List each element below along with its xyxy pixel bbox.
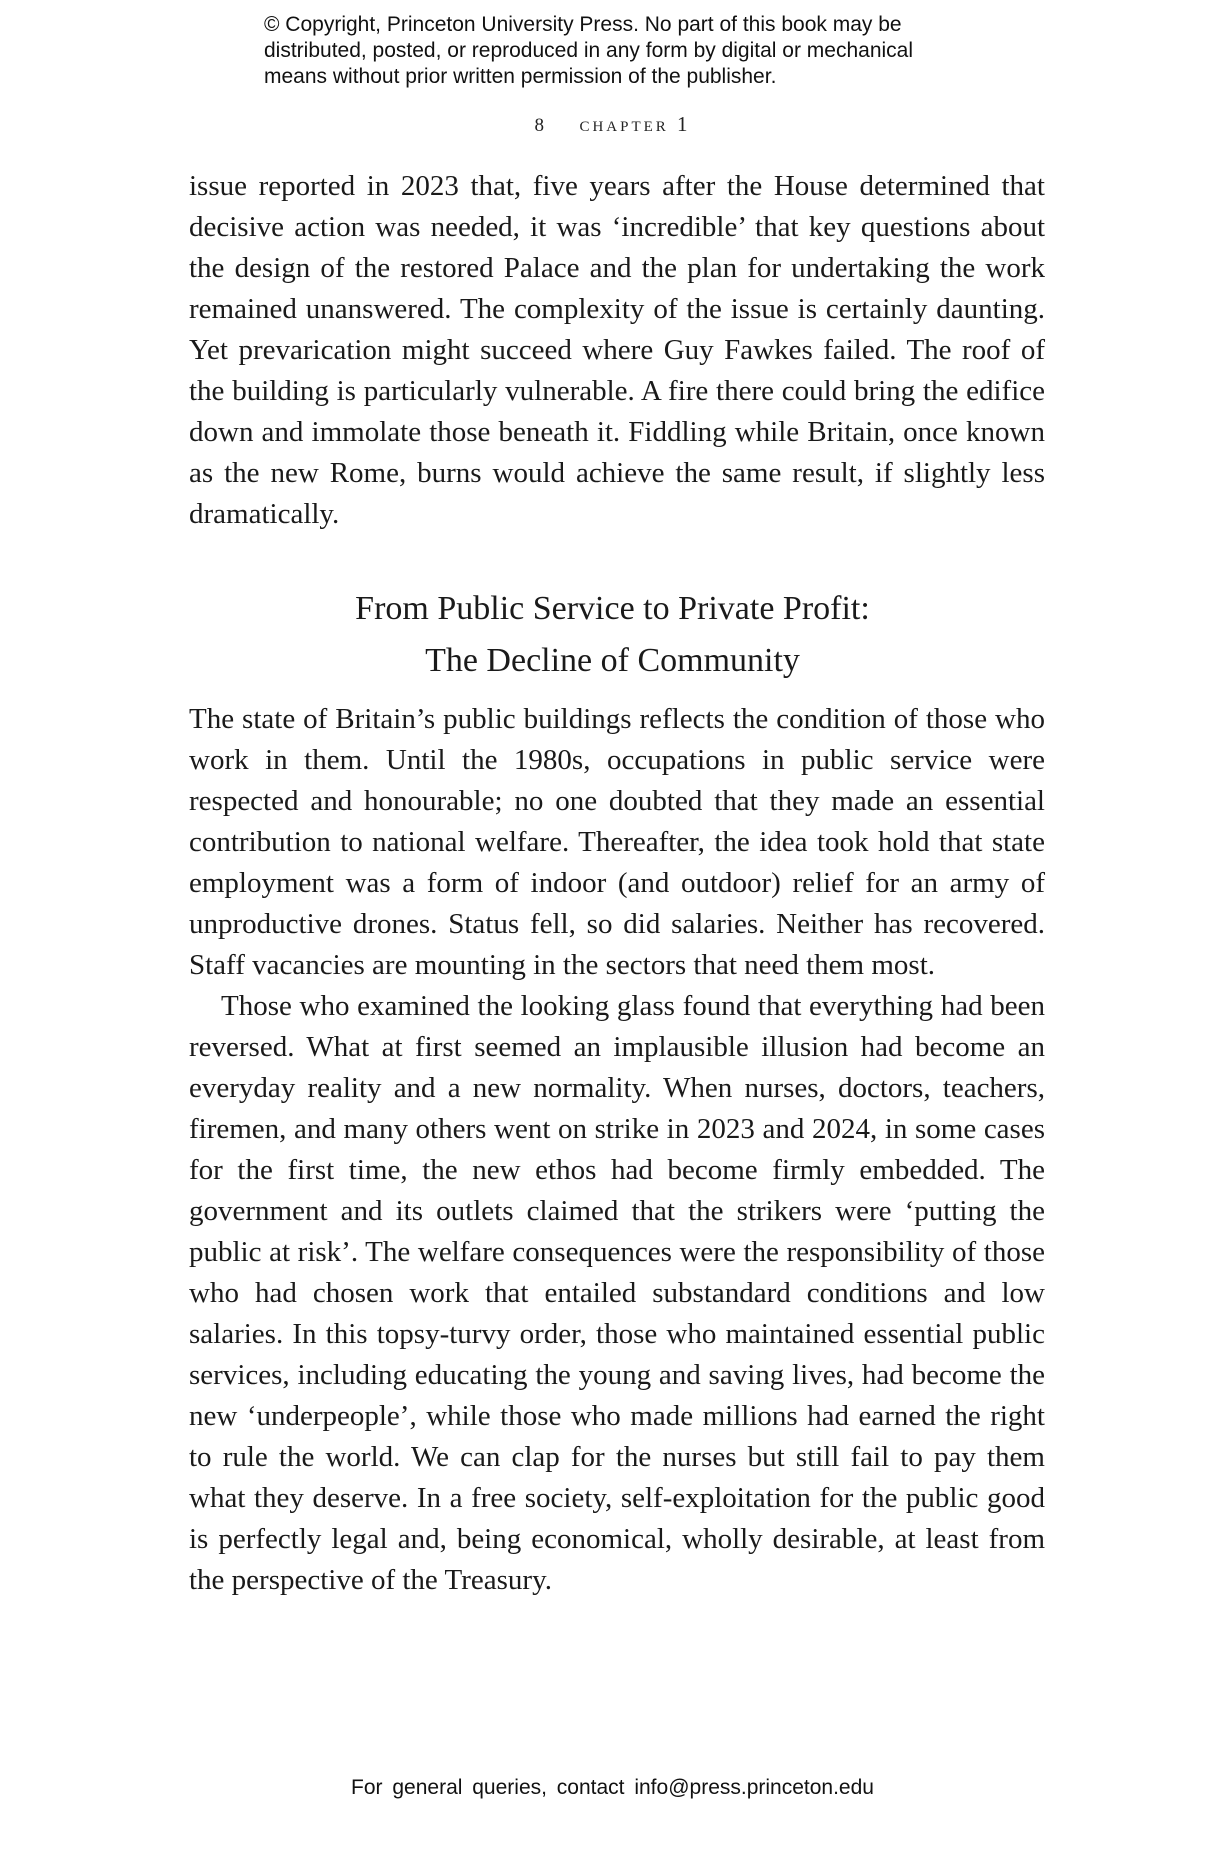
footer-text: For general queries, contact info@press.princeton.edu [351, 1776, 874, 1799]
paragraph-section-opening: The state of Britain’s public buildings reflects the condition of those who work in them. Until the 1980s, occupations in public service were respected and honourable; no one doubted that they made an essential contribution to national welfare. Thereafter, the idea took hold that state employment was a form of indoor (and outdoor) relief for an army of unproductive drones. Status fell, so did salaries. Neither has recovered. Staff vacancies are mounting in the sectors that need them most. [189, 703, 1045, 981]
paragraph-continued: issue reported in 2023 that, five years after the House determined that decisive action was needed, it was ‘incredible’ that key questions about the design of the restored Palace and the plan for undertaking the work remained unanswered. The complexity of the issue is certainly daunting. Yet prevarication might succeed where Guy Fawkes failed. The roof of the building is particularly vulnerable. A fire there could bring the edifice down and immolate those beneath it. Fiddling while Britain, once known as the new Rome, burns would achieve the same result, if slightly less dramatically. [189, 170, 1045, 530]
section-heading-line-2: The Decline of Community [425, 642, 800, 679]
body-text-top [189, 166, 1045, 535]
footer-contact [0, 1776, 1225, 1800]
chapter-label: chapter 1 [579, 112, 691, 136]
page-number: 8 [534, 115, 544, 136]
copyright-line-3: means without prior written permission of the publisher. [264, 65, 777, 88]
copyright-notice [264, 12, 1004, 90]
section-heading-line-1: From Public Service to Private Profit: [355, 590, 870, 627]
paragraph-looking-glass: Those who examined the looking glass found that everything had been reversed. What at first seemed an implausible illusion had become an everyday reality and a new normality. When nurses, doctors, teachers, firemen, and many others went on strike in 2023 and 2024, in some cases for the first time, the new ethos had become firmly embedded. The government and its outlets claimed that the strikers were ‘putting the public at risk’. The welfare consequences were the responsibility of those who had chosen work that entailed substandard conditions and low salaries. In this topsy-turvy order, those who maintained essential public services, including educating the young and saving lives, had become the new ‘underpeople’, while those who made millions had earned the right to rule the world. We can clap for the nurses but still fail to pay them what they deserve. In a free society, self-exploitation for the public good is perfectly legal and, being economical, wholly desirable, at least from the perspective of the Treasury. [189, 990, 1045, 1596]
copyright-line-1: © Copyright, Princeton University Press. No part of this book may be [264, 13, 902, 36]
running-head [0, 112, 1225, 137]
copyright-line-2: distributed, posted, or reproduced in any form by digital or mechanical [264, 39, 914, 62]
body-text-section [189, 699, 1045, 1601]
section-heading [0, 583, 1225, 687]
